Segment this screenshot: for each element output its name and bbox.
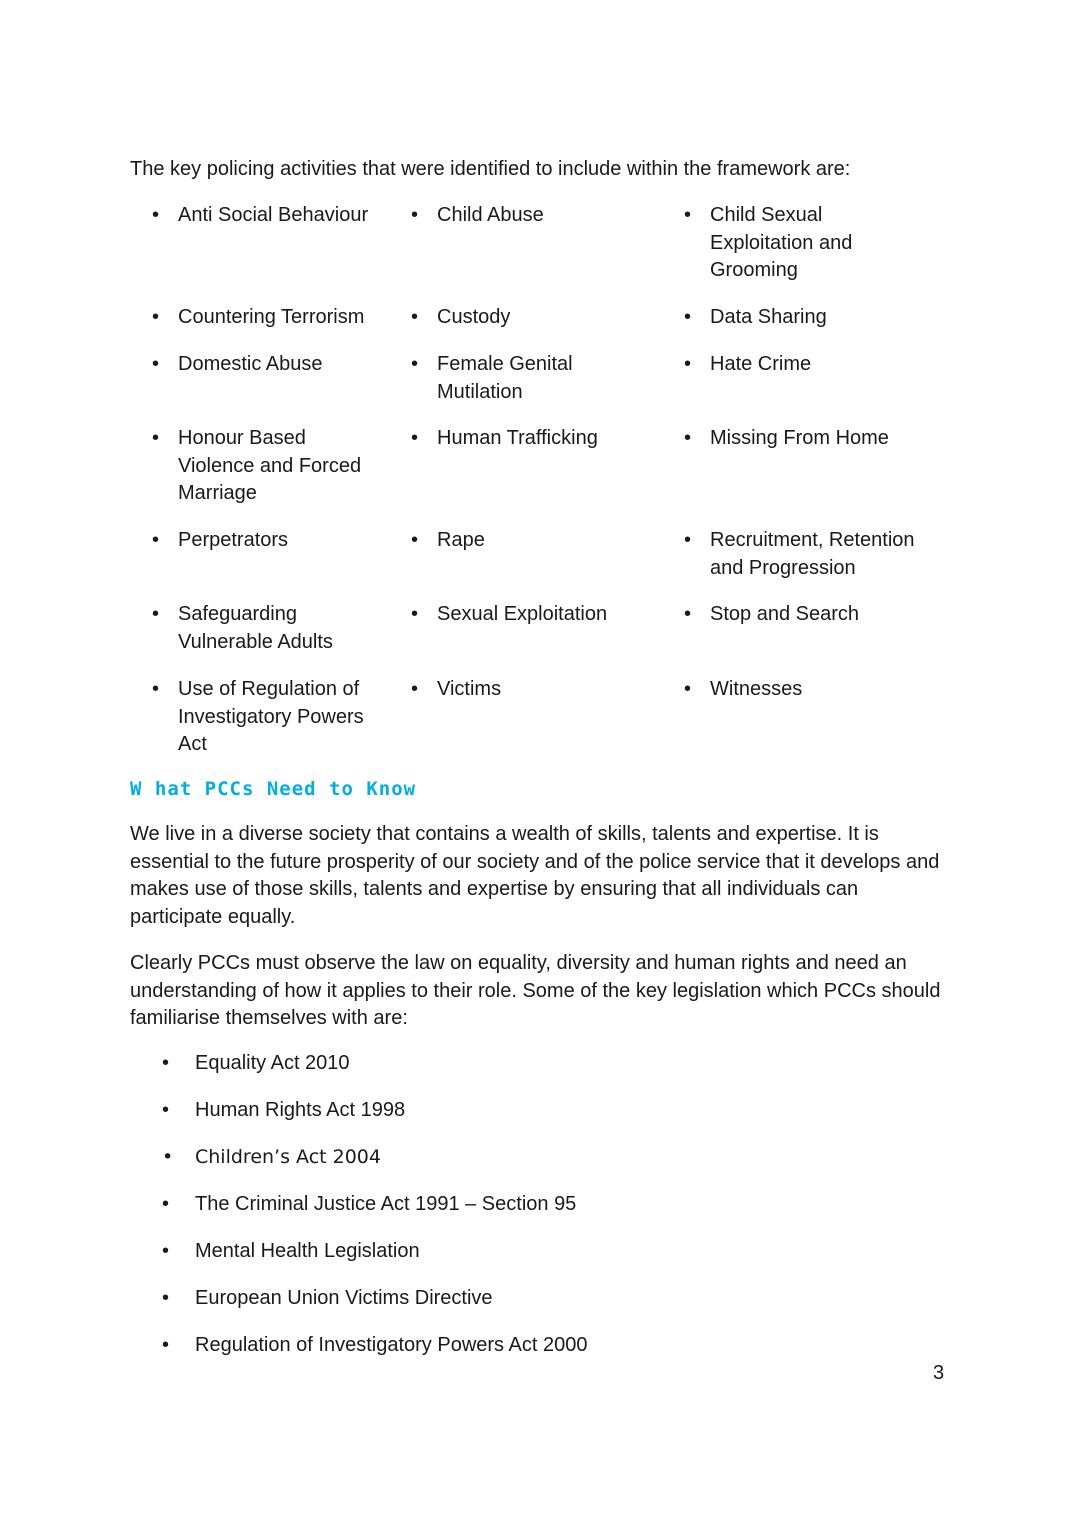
activity-item: • Anti Social Behaviour (130, 202, 389, 304)
activity-item: • Human Trafficking (389, 425, 662, 527)
legislation-list (130, 1050, 945, 1379)
activities-row (130, 425, 945, 527)
activities-row (130, 676, 945, 758)
activity-item: • Child Abuse (389, 202, 662, 304)
activity-item: • Witnesses (662, 676, 945, 758)
activity-item: • Child Sexual Exploitation and Grooming (662, 202, 862, 304)
intro-text: The key policing activities that were identified to include within the framework are: (130, 158, 851, 180)
paragraph-diverse-society: We live in a diverse society that contains a wealth of skills, talents and expertise. It is essential to the future prosperity of our society and of the police service that it develops and makes use of those skills, talents and expertise by ensuring that all individuals can participate equally. (130, 823, 940, 928)
activity-item: • Custody (389, 304, 662, 351)
activity-item: • Perpetrators (130, 527, 389, 601)
legislation-item: • Equality Act 2010 (130, 1050, 945, 1097)
activity-item: • Sexual Exploitation (389, 601, 662, 676)
activities-row (130, 304, 945, 351)
activity-item: • Missing From Home (662, 425, 945, 527)
legislation-item: • Human Rights Act 1998 (130, 1097, 945, 1144)
activity-item: • Countering Terrorism (130, 304, 389, 351)
activity-item: • Rape (389, 527, 662, 601)
activity-item: • Victims (389, 676, 662, 758)
activities-row (130, 527, 945, 601)
activity-item: • Honour Based Violence and Forced Marriage (130, 425, 380, 527)
activity-item: • Female Genital Mutilation (389, 351, 609, 425)
activity-item: • Data Sharing (662, 304, 945, 351)
activity-item: • Recruitment, Retention and Progression (662, 527, 932, 601)
legislation-item: • The Criminal Justice Act 1991 – Section 95 (130, 1191, 945, 1238)
activity-item: • Use of Regulation of Investigatory Powers Act (130, 676, 380, 758)
activity-item: • Domestic Abuse (130, 351, 389, 425)
legislation-item: • European Union Victims Directive (130, 1285, 945, 1332)
legislation-item: • Children’s Act 2004 (130, 1144, 945, 1191)
activity-item: • Hate Crime (662, 351, 945, 425)
activity-item: • Stop and Search (662, 601, 945, 676)
section-heading: W hat PCCs Need to Know (130, 778, 417, 800)
activity-item: • Safeguarding Vulnerable Adults (130, 601, 360, 676)
legislation-item: • Mental Health Legislation (130, 1238, 945, 1285)
page-number: 3 (933, 1362, 945, 1384)
legislation-item: • Regulation of Investigatory Powers Act 2000 (130, 1332, 945, 1379)
activities-row (130, 351, 945, 425)
paragraph-legislation-intro: Clearly PCCs must observe the law on equality, diversity and human rights and need an understanding of how it applies to their role. Some of the key legislation which PCCs should familiarise themselves with are: (130, 952, 941, 1029)
activities-grid (130, 202, 945, 758)
activities-row (130, 202, 945, 304)
activities-row (130, 601, 945, 676)
